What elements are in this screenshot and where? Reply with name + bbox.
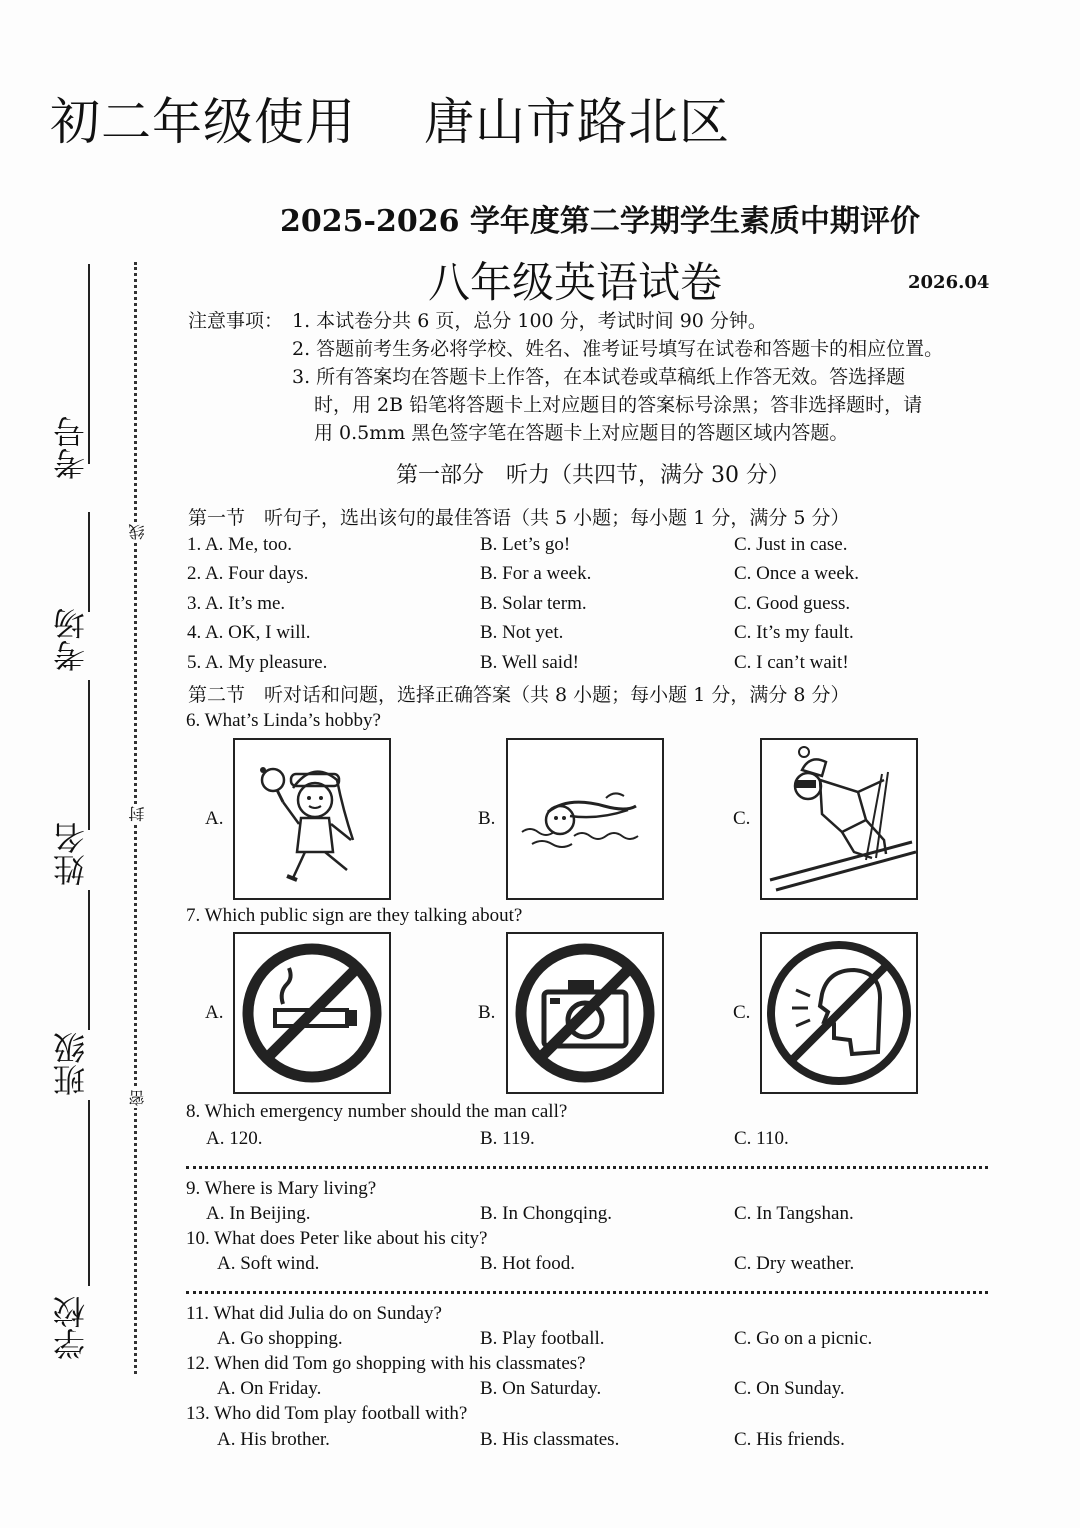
no-smoking-icon (235, 934, 389, 1092)
section-1-title: 第一节 听句子，选出该句的最佳答语（共 5 小题；每小题 1 分，满分 5 分） (188, 507, 850, 529)
q10-option-c: C. Dry weather. (734, 1253, 855, 1274)
q9-option-c: C. In Tangshan. (734, 1203, 854, 1224)
q10-text: 10. What does Peter like about his city? (186, 1228, 488, 1249)
binding-line-4 (88, 890, 90, 1030)
q7-label-c: C. (733, 1002, 751, 1023)
q7-label-a: A. (205, 1002, 224, 1023)
q2-option-b: B. For a week. (480, 563, 592, 584)
q7-image-c (760, 932, 918, 1094)
note-3c: 用 0.5mm 黑色签字笔在答题卡上对应题目的答题区域内答题。 (314, 422, 849, 444)
note-3b: 时，用 2B 铅笔将答题卡上对应题目的答案标号涂黑；答非选择题时，请 (314, 394, 923, 416)
no-loud-noise-icon (762, 934, 916, 1092)
q8-text: 8. Which emergency number should the man call? (186, 1101, 568, 1122)
q9-option-a: A. In Beijing. (206, 1203, 311, 1224)
dotted-separator-1 (186, 1166, 988, 1169)
name-field-label: 姓名 (52, 822, 90, 886)
q8-option-c: C. 110. (734, 1128, 789, 1149)
q6-label-c: C. (733, 808, 751, 829)
q9-text: 9. Where is Mary living? (186, 1178, 377, 1199)
swimming-girl-icon (508, 740, 662, 898)
q11-option-b: B. Play football. (480, 1328, 605, 1349)
q13-option-c: C. His friends. (734, 1429, 845, 1450)
binding-line-3 (88, 680, 90, 830)
q1-option-a: 1. A. Me, too. (187, 534, 293, 555)
q13-option-b: B. His classmates. (480, 1429, 620, 1450)
q2-option-c: C. Once a week. (734, 563, 860, 584)
school-field-label: 学校 (52, 1296, 90, 1360)
section-2-title: 第二节 听对话和问题，选择正确答案（共 8 小题；每小题 1 分，满分 8 分） (188, 684, 850, 706)
q1-option-b: B. Let’s go! (480, 534, 571, 555)
q13-option-a: A. His brother. (217, 1429, 330, 1450)
q7-text: 7. Which public sign are they talking about? (186, 905, 523, 926)
q11-option-c: C. Go on a picnic. (734, 1328, 873, 1349)
seal-mark-seal: 封 (128, 806, 147, 822)
q3-option-b: B. Solar term. (480, 593, 587, 614)
q7-image-b (506, 932, 664, 1094)
q12-option-c: C. On Sunday. (734, 1378, 845, 1399)
q1-option-c: C. Just in case. (734, 534, 848, 555)
ping-pong-girl-icon (235, 740, 389, 898)
q12-option-b: B. On Saturday. (480, 1378, 602, 1399)
exam-title: 2025-2026 学年度第二学期学生素质中期评价 (280, 204, 920, 239)
q6-image-b (506, 738, 664, 900)
q12-text: 12. When did Tom go shopping with his classmates? (186, 1353, 586, 1374)
q12-option-a: A. On Friday. (217, 1378, 322, 1399)
q10-option-b: B. Hot food. (480, 1253, 575, 1274)
region-text: 唐山市路北区 (424, 93, 730, 151)
q5-option-c: C. I can’t wait! (734, 652, 849, 673)
q10-option-a: A. Soft wind. (217, 1253, 320, 1274)
q6-image-c (760, 738, 918, 900)
seal-mark-line: 线 (128, 524, 147, 540)
exam-room-field-label: 考场 (52, 608, 90, 672)
class-field-label: 班级 (52, 1032, 90, 1096)
q11-option-a: A. Go shopping. (217, 1328, 343, 1349)
q6-text: 6. What’s Linda’s hobby? (186, 710, 381, 731)
q5-option-a: 5. A. My pleasure. (187, 652, 328, 673)
usage-banner (50, 82, 730, 154)
note-2: 2. 答题前考生务必将学校、姓名、准考证号填写在试卷和答题卡的相应位置。 (292, 338, 944, 360)
note-3a: 3. 所有答案均在答题卡上作答，在本试卷或草稿纸上作答无效。答选择题 (292, 366, 906, 388)
no-photography-icon (508, 934, 662, 1092)
subject-title: 八年级英语试卷 (428, 258, 723, 307)
exam-number-field-label: 考号 (52, 416, 90, 480)
q4-option-a: 4. A. OK, I will. (187, 622, 311, 643)
q2-option-a: 2. A. Four days. (187, 563, 309, 584)
q7-label-b: B. (478, 1002, 496, 1023)
q11-text: 11. What did Julia do on Sunday? (186, 1303, 442, 1324)
dotted-separator-2 (186, 1291, 988, 1294)
seal-mark-close: 密 (128, 1090, 147, 1106)
q8-option-a: A. 120. (206, 1128, 263, 1149)
part-1-title: 第一部分 听力（共四节，满分 30 分） (396, 463, 790, 488)
q4-option-b: B. Not yet. (480, 622, 564, 643)
binding-line-5 (88, 1100, 90, 1286)
q6-label-a: A. (205, 808, 224, 829)
q13-text: 13. Who did Tom play football with? (186, 1403, 468, 1424)
q7-image-a (233, 932, 391, 1094)
q6-label-b: B. (478, 808, 496, 829)
q4-option-c: C. It’s my fault. (734, 622, 854, 643)
exam-date: 2026.04 (908, 272, 990, 293)
q5-option-b: B. Well said! (480, 652, 579, 673)
note-1: 1. 本试卷分共 6 页，总分 100 分，考试时间 90 分钟。 (292, 310, 767, 332)
binding-line-2 (88, 512, 90, 612)
skiing-person-icon (762, 740, 916, 898)
q9-option-b: B. In Chongqing. (480, 1203, 612, 1224)
q3-option-a: 3. A. It’s me. (187, 593, 286, 614)
q3-option-c: C. Good guess. (734, 593, 851, 614)
grade-usage-text: 初二年级使用 (50, 93, 356, 151)
notes-label: 注意事项： (188, 310, 284, 332)
q8-option-b: B. 119. (480, 1128, 535, 1149)
q6-image-a (233, 738, 391, 900)
